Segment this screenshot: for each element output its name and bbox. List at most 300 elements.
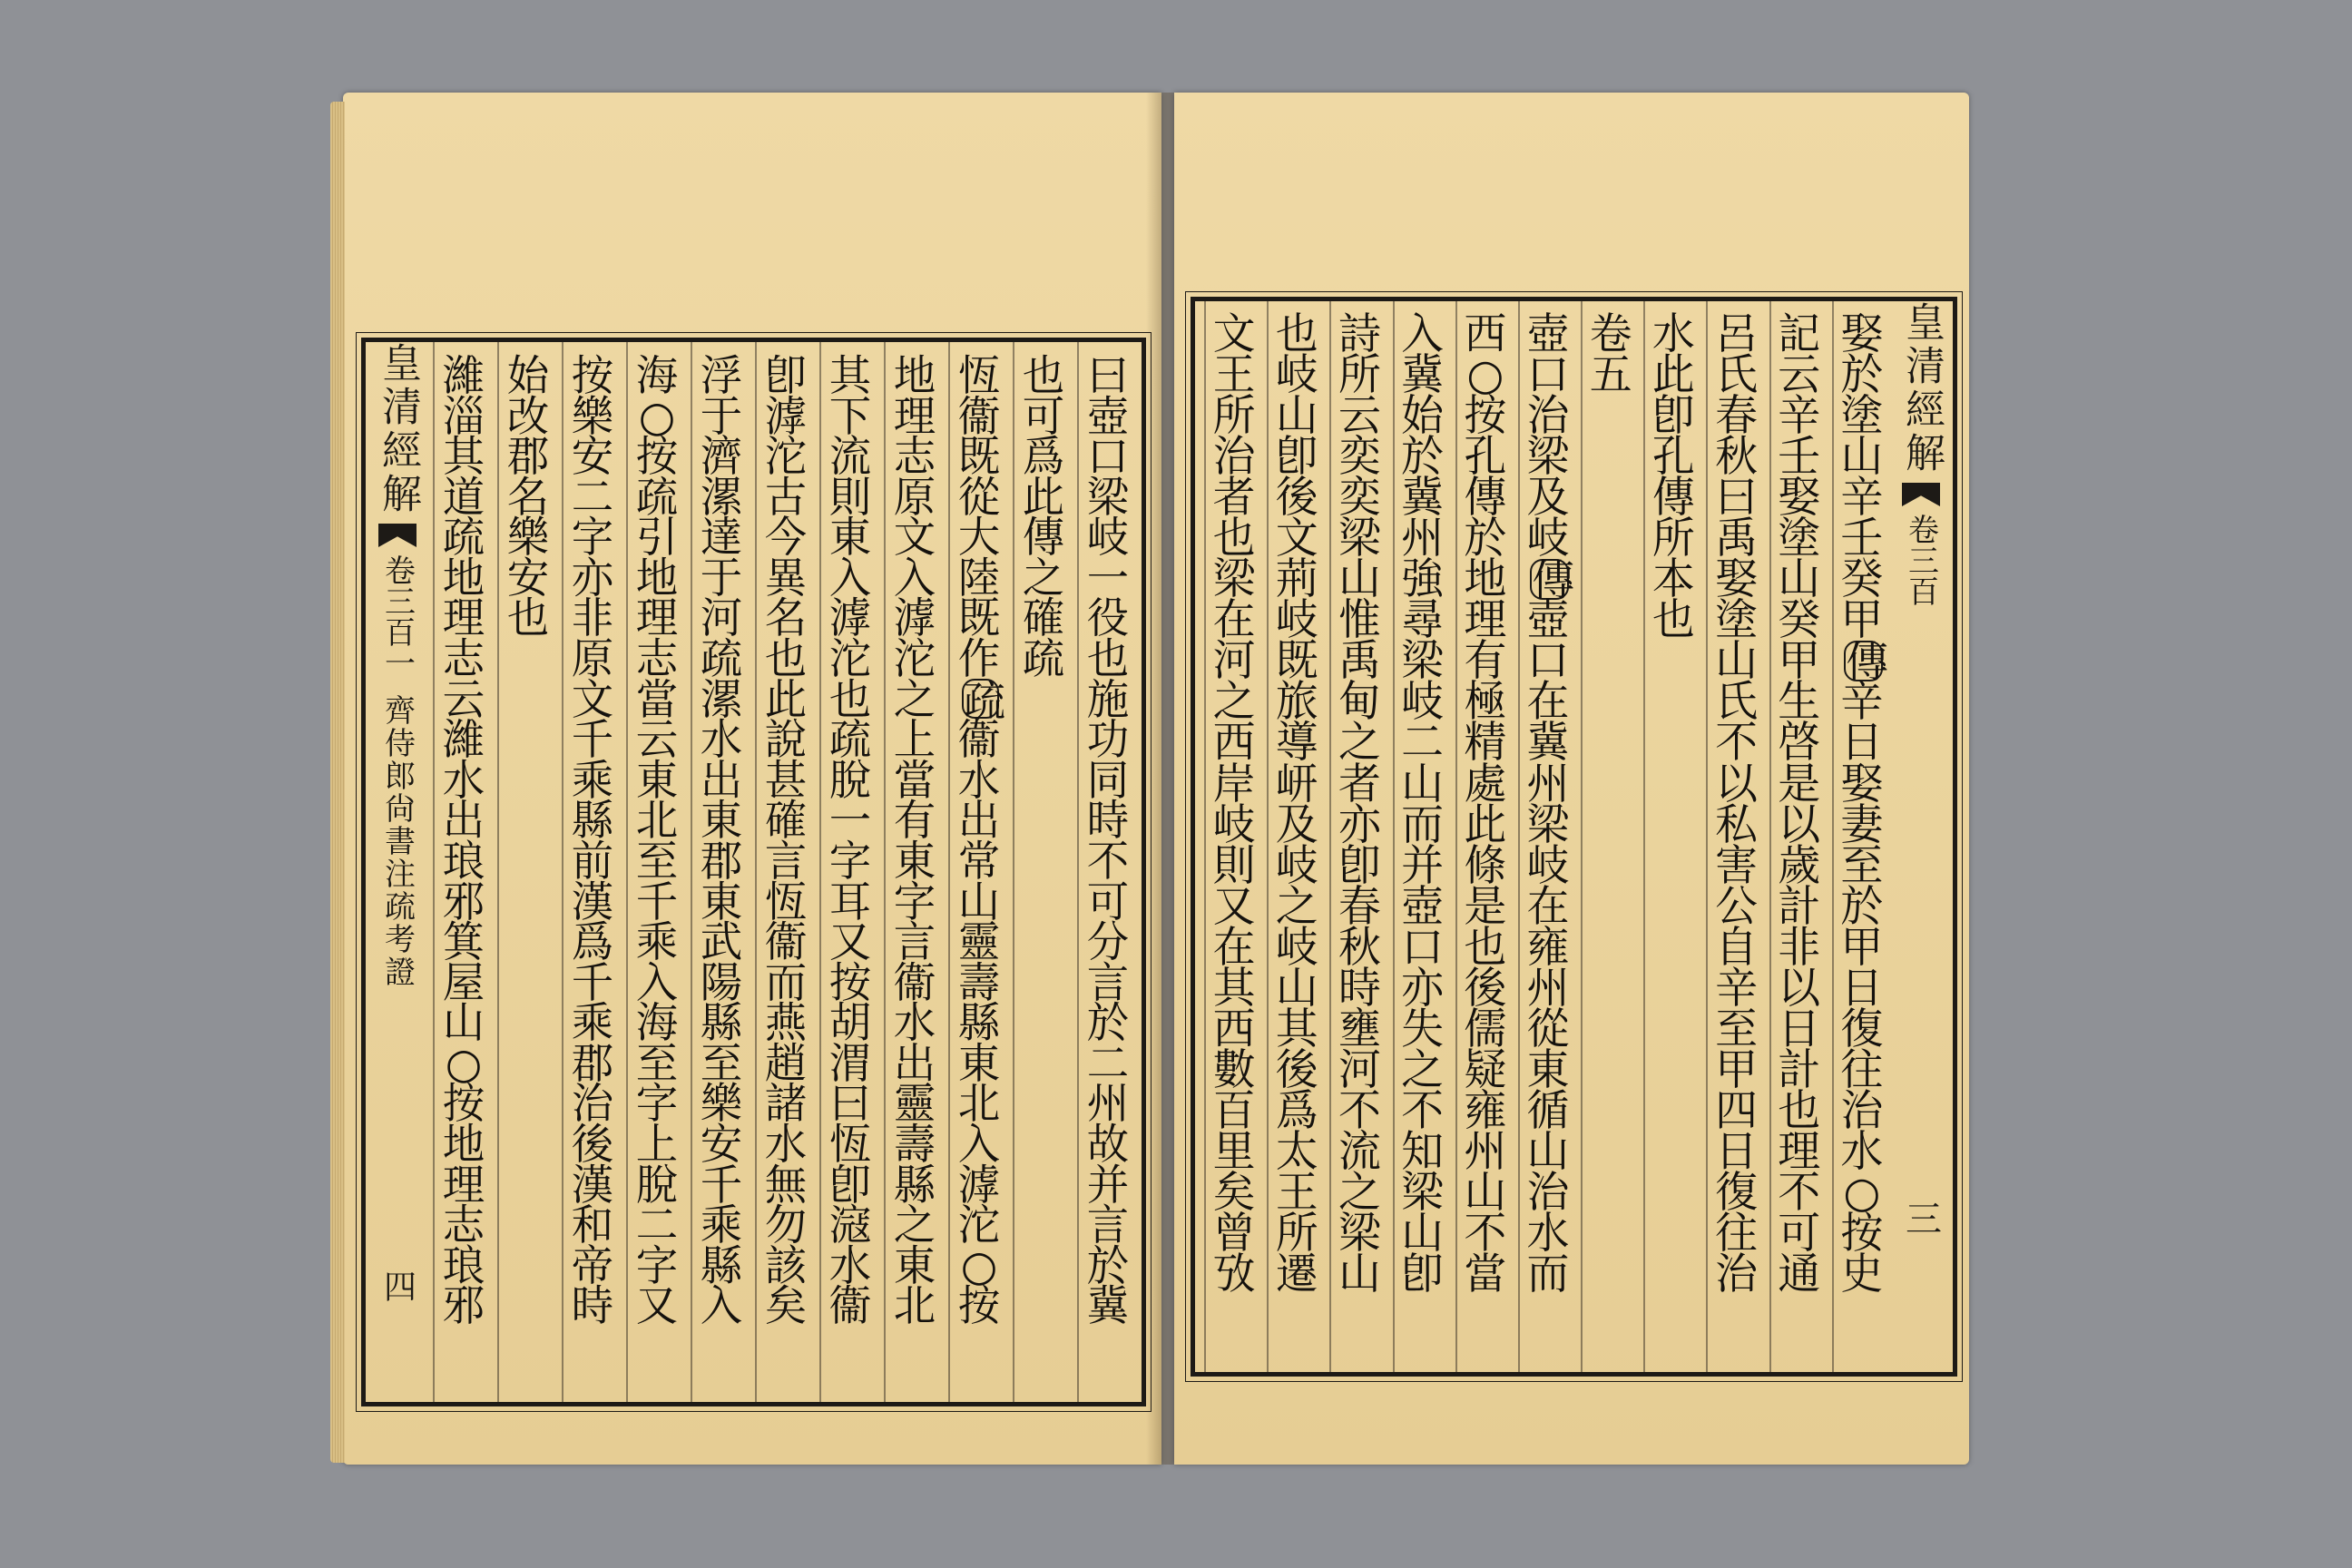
glyph: 復 <box>1715 1167 1760 1218</box>
glyph: 千 <box>571 957 617 1007</box>
glyph: 帝 <box>571 1240 617 1290</box>
glyph: 爲 <box>571 917 617 967</box>
glyph: 海 <box>635 351 681 400</box>
glyph: 古 <box>764 472 810 522</box>
glyph: 也 <box>1275 309 1321 359</box>
glyph: 文 <box>571 674 617 724</box>
glyph: 東 <box>893 836 939 886</box>
glyph: 于 <box>700 553 746 603</box>
glyph: 理 <box>635 593 681 643</box>
glyph: 及 <box>1275 799 1321 850</box>
column-rule <box>433 342 435 1402</box>
glyph: 及 <box>1526 473 1573 524</box>
glyph: 春 <box>1338 881 1384 932</box>
glyph: 西 <box>1464 309 1510 359</box>
column-rule <box>497 342 499 1402</box>
glyph: 名 <box>506 472 553 522</box>
glyph: 山 <box>957 877 1004 926</box>
glyph: 入 <box>700 1281 746 1331</box>
glyph: 詩 <box>1338 309 1384 359</box>
glyph: 氏 <box>1715 350 1760 401</box>
right-page <box>1174 93 1969 1465</box>
glyph: 壬 <box>1840 514 1886 564</box>
glyph: 公 <box>1715 881 1760 932</box>
glyph: 岍 <box>1275 759 1321 809</box>
glyph: 滹 <box>828 593 875 643</box>
glyph: 云 <box>635 715 681 765</box>
glyph: 從 <box>1526 1004 1573 1054</box>
glyph: 岐 <box>1275 922 1321 973</box>
text-column <box>884 342 948 1415</box>
glyph: 東 <box>957 1038 1004 1088</box>
glyph: 梁 <box>1212 554 1259 605</box>
glyph: 攷 <box>1212 1250 1259 1300</box>
glyph: 安 <box>571 432 617 482</box>
glyph: 壬 <box>1778 432 1824 483</box>
glyph: 功 <box>1086 715 1132 765</box>
glyph: 脫 <box>635 1160 681 1210</box>
glyph: 之 <box>1212 677 1259 728</box>
text-column <box>948 342 1013 1415</box>
glyph: 山 <box>1338 554 1384 605</box>
glyph: 在 <box>1526 677 1573 728</box>
glyph: 無 <box>764 1160 810 1210</box>
glyph: 其 <box>1212 963 1259 1014</box>
glyph: 安 <box>700 1119 746 1169</box>
glyph: 云 <box>442 674 488 724</box>
glyph: 後 <box>1275 1044 1321 1095</box>
column-rule <box>1769 301 1771 1372</box>
glyph: 今 <box>764 513 810 563</box>
glyph: 乘 <box>700 1200 746 1250</box>
glyph: 二 <box>635 1200 681 1250</box>
glyph: 曾 <box>1212 1209 1259 1259</box>
glyph: 河 <box>1212 636 1259 687</box>
glyph: 乘 <box>571 998 617 1048</box>
glyph: 入 <box>957 1119 1004 1169</box>
glyph: 岐 <box>1212 799 1259 850</box>
glyph: 循 <box>1526 1085 1573 1136</box>
glyph: 地 <box>635 553 681 603</box>
glyph: 治 <box>1840 1085 1886 1136</box>
glyph: 在 <box>1526 881 1573 932</box>
column-rule <box>1393 301 1395 1372</box>
glyph: 入 <box>1401 309 1447 359</box>
glyph: 壺 <box>1526 309 1573 359</box>
glyph: 不 <box>1778 1167 1824 1218</box>
glyph: 山 <box>1840 432 1886 483</box>
glyph: 秋 <box>1715 432 1760 483</box>
glyph: 西 <box>1212 1004 1259 1054</box>
glyph: 前 <box>571 836 617 886</box>
glyph: 惟 <box>1338 595 1384 646</box>
glyph: 岐 <box>1275 350 1321 401</box>
glyph: 字 <box>893 877 939 926</box>
glyph: 地 <box>442 553 488 603</box>
column-rule <box>755 342 757 1402</box>
glyph: 武 <box>700 917 746 967</box>
glyph: 在 <box>1212 922 1259 973</box>
glyph: 始 <box>1401 391 1447 442</box>
column-rule <box>1518 301 1520 1372</box>
glyph: 琅 <box>442 1240 488 1290</box>
glyph: 非 <box>571 593 617 643</box>
column-rule <box>562 342 564 1402</box>
glyph: 岐 <box>1086 513 1132 563</box>
glyph: 郡 <box>700 836 746 886</box>
glyph: 按 <box>635 432 681 482</box>
text-column <box>1518 301 1581 1385</box>
glyph: 常 <box>957 836 1004 886</box>
glyph: 不 <box>1086 836 1132 886</box>
glyph: 於 <box>1464 514 1510 564</box>
glyph: 其 <box>1275 1004 1321 1054</box>
glyph: 二 <box>571 472 617 522</box>
glyph: 雍 <box>1526 922 1573 973</box>
glyph: 壺 <box>1401 881 1447 932</box>
glyph: 治 <box>571 1079 617 1129</box>
glyph: ○ <box>445 1038 485 1088</box>
glyph: 燕 <box>764 998 810 1048</box>
glyph: 水 <box>700 715 746 765</box>
glyph: 自 <box>1715 922 1760 973</box>
glyph: 條 <box>1464 840 1510 891</box>
glyph: 傳 <box>1651 473 1698 524</box>
glyph: 耳 <box>828 877 875 926</box>
glyph: 作 <box>957 634 1004 684</box>
glyph: 上 <box>635 1119 681 1169</box>
column-rule <box>1455 301 1457 1372</box>
glyph: 梁 <box>1401 1167 1447 1218</box>
glyph: 山 <box>1275 963 1321 1014</box>
glyph: 以 <box>1778 963 1824 1014</box>
column-rule <box>626 342 628 1402</box>
text-column <box>433 342 497 1415</box>
glyph: 梁 <box>1338 514 1384 564</box>
glyph: 爲 <box>1275 1085 1321 1136</box>
glyph: 疏 <box>1022 634 1068 684</box>
glyph: ○ <box>960 1240 1001 1290</box>
glyph: 甲 <box>1715 1044 1760 1095</box>
right-banxin-title: 皇清經解 <box>1898 301 1945 475</box>
glyph: 千 <box>635 877 681 926</box>
column-rule <box>1204 301 1206 1372</box>
glyph: 琅 <box>442 836 488 886</box>
glyph: 言 <box>1086 1200 1132 1250</box>
glyph: 衞 <box>764 917 810 967</box>
glyph: 啓 <box>1778 718 1824 769</box>
glyph: 文 <box>893 513 939 563</box>
glyph: 濰 <box>442 351 488 400</box>
glyph: 箕 <box>442 917 488 967</box>
glyph: 尋 <box>1401 595 1447 646</box>
glyph: 至 <box>635 1038 681 1088</box>
glyph: 入 <box>635 957 681 1007</box>
glyph: 有 <box>893 796 939 846</box>
glyph: 按 <box>957 1281 1004 1331</box>
left-text-frame <box>361 338 1146 1406</box>
glyph: 口 <box>1526 636 1573 687</box>
glyph: 塗 <box>1840 391 1886 442</box>
glyph: 通 <box>1778 1250 1824 1300</box>
fish-tail-mark <box>1902 483 1940 506</box>
column-rule <box>1832 301 1834 1372</box>
glyph: 役 <box>1086 593 1132 643</box>
glyph: 禹 <box>1715 514 1760 564</box>
glyph: 縣 <box>957 998 1004 1048</box>
glyph: 疏 <box>828 715 875 765</box>
glyph: 本 <box>1651 554 1698 605</box>
column-rule <box>884 342 886 1402</box>
glyph: ○ <box>638 391 679 441</box>
glyph: 郡 <box>571 1038 617 1088</box>
glyph: 岐 <box>1526 514 1573 564</box>
glyph: 并 <box>1401 840 1447 891</box>
glyph: 王 <box>1212 350 1259 401</box>
glyph: 卽 <box>1275 432 1321 483</box>
column-rule <box>948 342 950 1402</box>
glyph: 矣 <box>1212 1167 1259 1218</box>
glyph: 濰 <box>442 715 488 765</box>
glyph: 屋 <box>442 957 488 1007</box>
glyph: 諸 <box>764 1079 810 1129</box>
text-column <box>1329 301 1392 1385</box>
glyph: 也 <box>1086 634 1132 684</box>
glyph: 邪 <box>442 1281 488 1331</box>
glyph: 治 <box>1212 432 1259 483</box>
glyph: 字 <box>828 836 875 886</box>
glyph: 漢 <box>571 877 617 926</box>
glyph: 甲 <box>1840 922 1886 973</box>
glyph: 史 <box>1840 1250 1886 1300</box>
glyph: 滹 <box>893 593 939 643</box>
glyph: 按 <box>1840 1209 1886 1259</box>
glyph: 疏 <box>700 634 746 684</box>
glyph: 雍 <box>1464 1085 1510 1136</box>
text-column <box>1204 301 1267 1385</box>
glyph: 不 <box>1715 718 1760 769</box>
glyph: 也 <box>1651 595 1698 646</box>
glyph: 冀 <box>1526 718 1573 769</box>
glyph: 春 <box>1715 391 1760 442</box>
glyph: 甲 <box>1840 595 1886 646</box>
glyph: 以 <box>1715 759 1760 809</box>
glyph: 往 <box>1840 1044 1886 1095</box>
glyph: 東 <box>635 755 681 805</box>
glyph: 卷 <box>1589 309 1635 359</box>
glyph: 原 <box>893 472 939 522</box>
glyph: 也 <box>828 674 875 724</box>
glyph: 大 <box>957 513 1004 563</box>
glyph: 於 <box>1401 432 1447 483</box>
glyph: 滹 <box>764 391 810 441</box>
glyph: 北 <box>893 1281 939 1331</box>
glyph: 地 <box>1464 554 1510 605</box>
glyph: 山 <box>1401 1209 1447 1259</box>
text-column <box>1013 342 1077 1415</box>
glyph: 理 <box>442 593 488 643</box>
text-column <box>1581 301 1643 1385</box>
glyph: 不 <box>1401 1085 1447 1136</box>
glyph: 之 <box>1401 1044 1447 1095</box>
glyph: 娶 <box>1840 309 1886 359</box>
column-rule <box>819 342 821 1402</box>
text-column <box>497 342 562 1415</box>
left-banxin-title: 皇清經解 <box>375 342 421 516</box>
glyph: 入 <box>893 553 939 603</box>
glyph: 渭 <box>828 1038 875 1088</box>
glyph: 志 <box>635 634 681 684</box>
glyph: 名 <box>764 593 810 643</box>
glyph: 異 <box>764 553 810 603</box>
glyph: 也 <box>764 634 810 684</box>
glyph: 志 <box>442 1200 488 1250</box>
glyph: 確 <box>764 796 810 846</box>
text-column <box>1706 301 1769 1385</box>
glyph: 私 <box>1715 799 1760 850</box>
glyph: 娶 <box>1715 554 1760 605</box>
glyph: 不 <box>1464 1209 1510 1259</box>
glyph: 時 <box>1086 796 1132 846</box>
glyph: 冀 <box>1086 1281 1132 1331</box>
glyph: 又 <box>828 917 875 967</box>
glyph: 也 <box>1778 1085 1824 1136</box>
glyph: 該 <box>764 1240 810 1290</box>
glyph: 此 <box>764 674 810 724</box>
glyph: 導 <box>1275 718 1321 769</box>
glyph: 此 <box>1022 472 1068 522</box>
glyph: 理 <box>1464 595 1510 646</box>
glyph: 改 <box>506 391 553 441</box>
glyph: 極 <box>1464 677 1510 728</box>
glyph: 冀 <box>1401 473 1447 524</box>
glyph: 云 <box>1338 391 1384 442</box>
glyph: 水 <box>1651 309 1698 359</box>
text-column <box>1267 301 1329 1385</box>
glyph: 始 <box>506 351 553 400</box>
text-column <box>1393 301 1455 1385</box>
glyph: 梁 <box>1401 636 1447 687</box>
glyph: 于 <box>700 391 746 441</box>
glyph: 東 <box>700 796 746 846</box>
glyph: 所 <box>1275 1209 1321 1259</box>
glyph: 故 <box>1086 1119 1132 1169</box>
glyph: 其 <box>828 351 875 400</box>
column-rule <box>691 342 692 1402</box>
glyph: 不 <box>1338 1085 1384 1136</box>
glyph: 甸 <box>1338 677 1384 728</box>
glyph: 呂 <box>1715 309 1760 359</box>
glyph: 水 <box>1526 1209 1573 1259</box>
glyph: 日 <box>1840 963 1886 1014</box>
glyph: 字 <box>635 1079 681 1129</box>
glyph: 塗 <box>1778 514 1824 564</box>
glyph: 辛 <box>1840 677 1886 728</box>
column-rule <box>1706 301 1708 1372</box>
glyph: 文 <box>1275 514 1321 564</box>
glyph: 山 <box>1715 636 1760 687</box>
glyph: 又 <box>1212 881 1259 932</box>
glyph: 至 <box>700 1038 746 1088</box>
glyph: 於 <box>1086 1240 1132 1290</box>
glyph: 引 <box>635 513 681 563</box>
glyph: 是 <box>1464 881 1510 932</box>
glyph: 岐 <box>1401 677 1447 728</box>
glyph: 確 <box>1022 593 1068 643</box>
glyph: 之 <box>1338 1167 1384 1218</box>
glyph: 害 <box>1715 840 1760 891</box>
glyph: 治 <box>1526 391 1573 442</box>
glyph: 二 <box>1401 718 1447 769</box>
glyph: 一 <box>828 796 875 846</box>
glyph: 儒 <box>1464 1004 1510 1054</box>
left-banxin <box>371 342 424 1402</box>
glyph: 百 <box>1212 1085 1259 1136</box>
glyph: 壽 <box>957 957 1004 1007</box>
glyph: 字 <box>571 513 617 563</box>
glyph: 理 <box>1778 1126 1824 1177</box>
glyph: 時 <box>571 1281 617 1331</box>
glyph: 漯 <box>700 472 746 522</box>
glyph: 爲 <box>1022 432 1068 482</box>
glyph: 說 <box>764 715 810 765</box>
glyph: 樂 <box>506 513 553 563</box>
column-rule <box>1581 301 1583 1372</box>
glyph: 日 <box>1715 1126 1760 1177</box>
glyph: 梁 <box>1526 799 1573 850</box>
glyph: 縣 <box>700 1240 746 1290</box>
glyph: 言 <box>893 917 939 967</box>
glyph: 卽 <box>1338 840 1384 891</box>
glyph: 記 <box>1778 309 1824 359</box>
glyph: 胡 <box>828 998 875 1048</box>
glyph: 非 <box>1778 922 1824 973</box>
glyph: 計 <box>1778 1044 1824 1095</box>
glyph: 理 <box>442 1160 488 1210</box>
glyph: 卽 <box>1401 1250 1447 1300</box>
glyph: 處 <box>1464 759 1510 809</box>
glyph: 卽 <box>764 351 810 400</box>
glyph: 也 <box>1212 514 1259 564</box>
glyph: 陸 <box>957 553 1004 603</box>
glyph: 數 <box>1212 1044 1259 1095</box>
glyph: 按 <box>828 957 875 1007</box>
glyph: 至 <box>635 836 681 886</box>
glyph: 之 <box>1338 718 1384 769</box>
glyph: 於 <box>1840 881 1886 932</box>
glyph: 後 <box>1275 473 1321 524</box>
glyph: 衞 <box>828 1281 875 1331</box>
glyph: 水 <box>957 755 1004 805</box>
glyph: 口 <box>1401 922 1447 973</box>
glyph: 水 <box>1840 1126 1886 1177</box>
glyph: 復 <box>1840 1004 1886 1054</box>
glyph: 沱 <box>828 634 875 684</box>
glyph: 所 <box>1338 350 1384 401</box>
glyph: 梁 <box>1086 472 1132 522</box>
glyph: 靈 <box>957 917 1004 967</box>
glyph: 志 <box>442 634 488 684</box>
glyph: ○ <box>1466 350 1507 401</box>
glyph: 水 <box>893 998 939 1048</box>
glyph: 西 <box>1212 718 1259 769</box>
glyph: 計 <box>1778 881 1824 932</box>
glyph: 邪 <box>442 877 488 926</box>
column-rule <box>1013 342 1014 1402</box>
glyph: 之 <box>1275 881 1321 932</box>
glyph: 安 <box>506 553 553 603</box>
glyph: 辛 <box>1715 963 1760 1014</box>
